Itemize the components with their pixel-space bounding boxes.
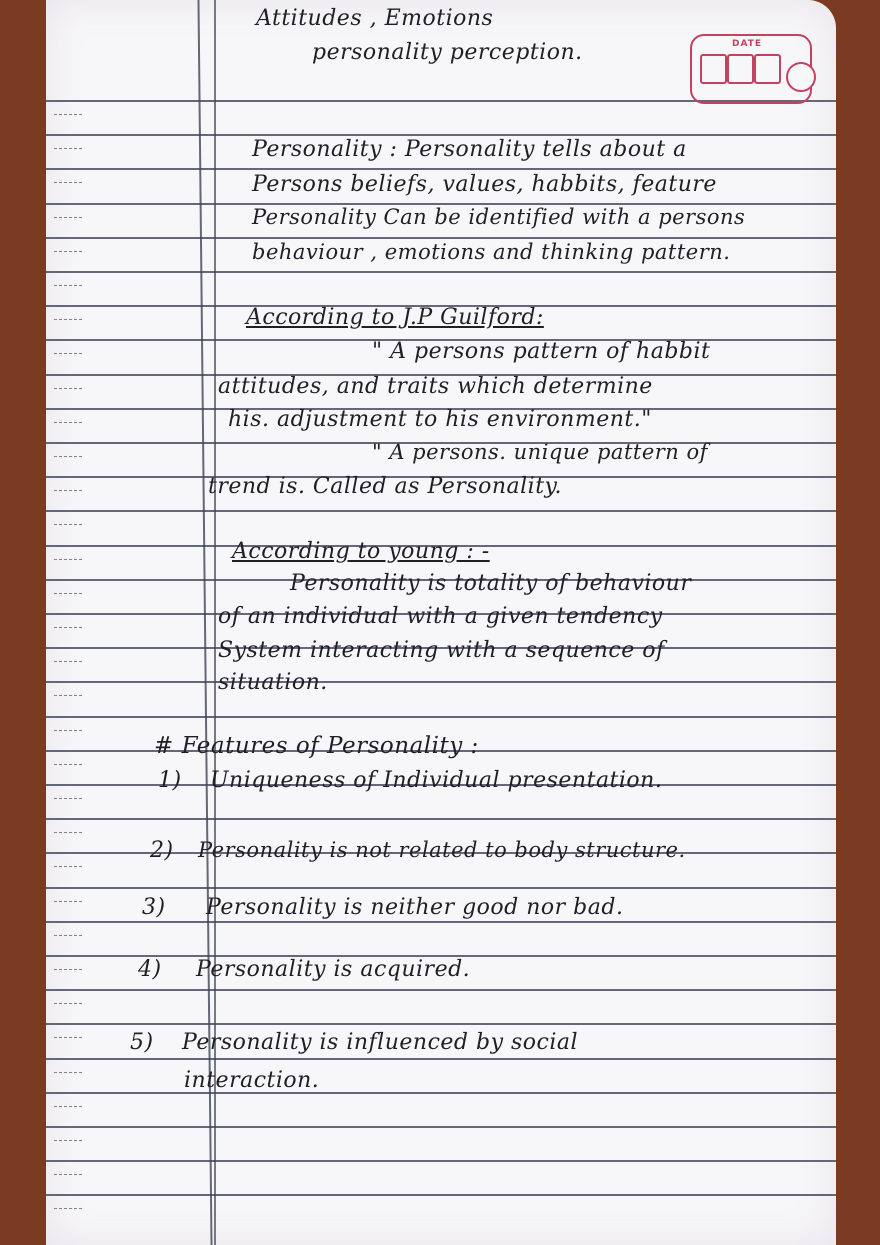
guilford-line-2: attitudes, and traits which determine [218,374,653,399]
feature-3-text: Personality is neither good nor bad. [206,895,624,920]
ruled-line [46,681,836,683]
ruled-line [46,921,836,923]
margin-dash-mark [54,935,82,937]
date-stamp [690,34,812,104]
margin-dash-mark [54,1174,82,1176]
date-stamp-circle [786,62,816,92]
definition-line-3: Personality Can be identified with a persons [252,205,746,229]
guilford-line-4: " A persons. unique pattern of [372,440,708,464]
header-line-1: Attitudes , Emotions [256,6,494,31]
features-heading: # Features of Personality : [154,733,479,759]
feature-5-text: Personality is influenced by social [182,1030,579,1055]
ruled-line [46,1092,836,1094]
margin-dash-mark [54,1106,82,1108]
margin-dash-mark [54,422,82,424]
margin-dash-mark [54,798,82,800]
ruled-line [46,237,836,239]
margin-line-secondary [214,0,216,1245]
feature-4-number: 4) [138,957,162,982]
margin-dash-mark [54,1140,82,1142]
margin-dash-mark [54,832,82,834]
feature-1-number: 1) [158,768,182,793]
margin-dash-mark [54,148,82,150]
guilford-line-5: trend is. Called as Personality. [208,474,563,499]
ruled-line [46,716,836,718]
margin-dash-mark [54,1208,82,1210]
margin-dash-mark [54,1072,82,1074]
margin-dash-mark [54,524,82,526]
margin-dash-mark [54,866,82,868]
ruled-line [46,1160,836,1162]
guilford-line-3: his. adjustment to his environment." [228,407,652,432]
feature-4-text: Personality is acquired. [196,957,471,982]
feature-5-number: 5) [130,1030,154,1055]
feature-2-number: 2) [150,838,174,863]
ruled-line [46,818,836,820]
young-line-4: situation. [218,670,328,695]
ruled-line [46,1023,836,1025]
margin-dash-mark [54,627,82,629]
ruled-line [46,989,836,991]
ruled-line [46,134,836,136]
ruled-line [46,271,836,273]
margin-dash-mark [54,182,82,184]
ruled-line [46,1058,836,1060]
definition-line-4: behaviour , emotions and thinking pattern. [252,240,731,264]
margin-dash-mark [54,251,82,253]
margin-dash-mark [54,490,82,492]
margin-dash-mark [54,217,82,219]
date-label: DATE [732,39,763,49]
young-line-1: Personality is totality of behaviour [290,571,692,596]
margin-dash-mark [54,1003,82,1005]
date-cell-year [754,54,781,84]
definition-line-2: Persons beliefs, values, habbits, feature [252,172,717,197]
definition-line-1: Personality : Personality tells about a [252,137,687,162]
ruled-line [46,1126,836,1128]
guilford-heading: According to J.P Guilford: [246,305,544,330]
margin-dash-mark [54,285,82,287]
date-cell-month [727,54,754,84]
young-line-2: of an individual with a given tendency [218,604,663,629]
header-line-2: personality perception. [312,40,583,65]
ruled-line [46,887,836,889]
margin-dash-mark [54,353,82,355]
margin-dash-mark [54,388,82,390]
margin-dash-mark [54,695,82,697]
ruled-line [46,168,836,170]
young-line-3: System interacting with a sequence of [218,638,665,663]
margin-dash-mark [54,559,82,561]
feature-3-number: 3) [142,895,166,920]
date-cell-day [700,54,727,84]
margin-dash-mark [54,319,82,321]
young-heading: According to young : - [232,539,490,564]
margin-dash-mark [54,456,82,458]
notebook-page [46,0,836,1245]
margin-dash-mark [54,593,82,595]
margin-dash-mark [54,901,82,903]
margin-dash-mark [54,764,82,766]
ruled-line [46,1194,836,1196]
feature-2-text: Personality is not related to body structure. [198,838,686,862]
feature-5-text-cont: interaction. [184,1068,320,1093]
margin-dash-mark [54,969,82,971]
margin-dash-mark [54,1037,82,1039]
guilford-line-1: " A persons pattern of habbit [372,339,711,364]
margin-dash-mark [54,730,82,732]
ruled-line [46,510,836,512]
feature-1-text: Uniqueness of Individual presentation. [210,768,663,793]
margin-dash-mark [54,114,82,116]
margin-dash-mark [54,661,82,663]
